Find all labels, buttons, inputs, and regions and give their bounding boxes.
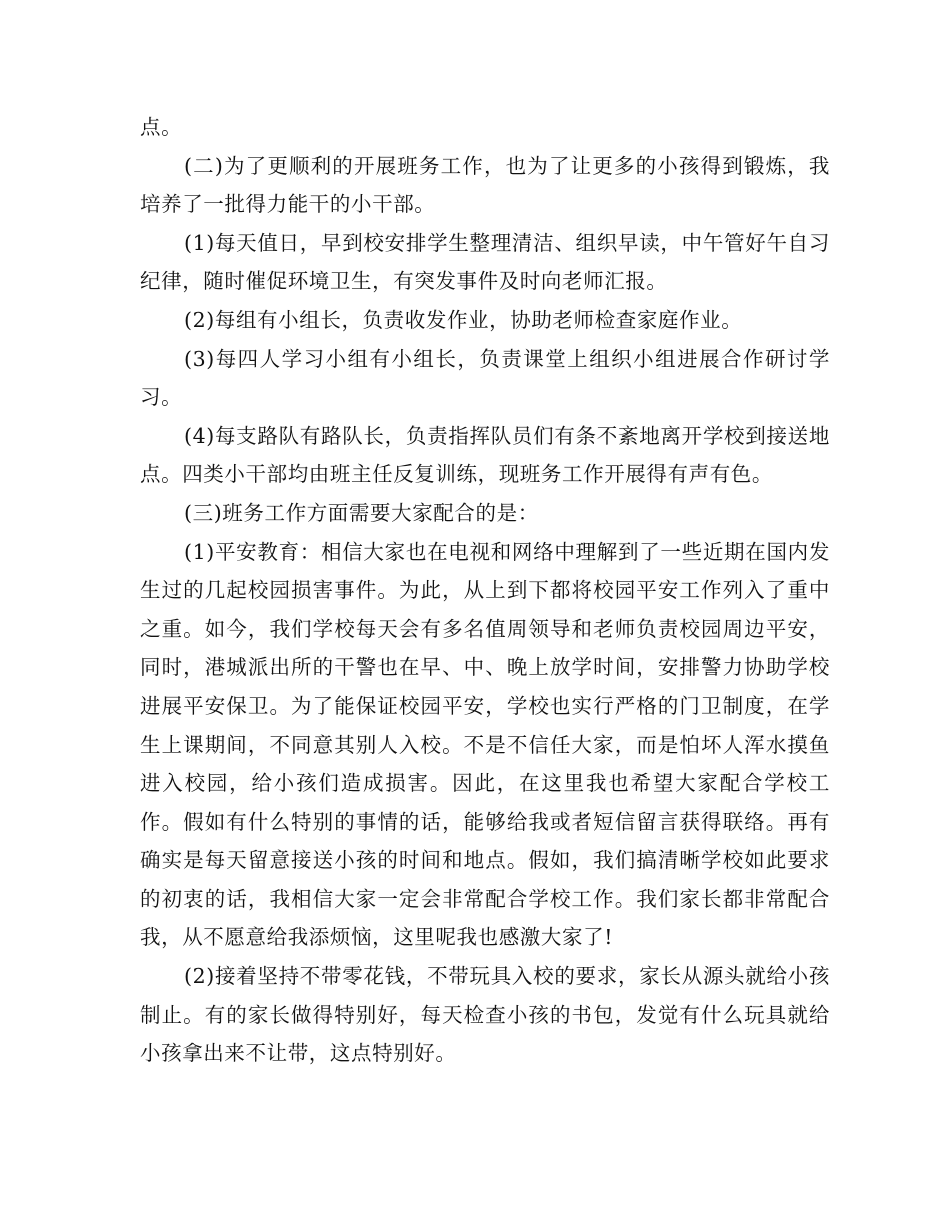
paragraph-continuation: 点。 (140, 115, 183, 139)
document-body (140, 108, 830, 1073)
paragraph-safety-education: (1)平安教育：相信大家也在电视和网络中理解到了一些近期在国内发生过的几起校园损害事件。为此，从上到下都将校园平安工作列入了重中之重。如今，我们学校每天会有多名值周领导和老师负责校园周边平安，同时，港城派出所的干警也在早、中、晚上放学时间，安排警力协助学校进展平安保卫。为了能保证校园平安，学校也实行严格的门卫制度，在学生上课期间，不同意其别人入校。不是不信任大家，而是怕坏人浑水摸鱼进入校园，给小孩们造成损害。因此，在这里我也希望大家配合学校工作。假如有什么特别的事情的话，能够给我或者短信留言获得联络。再有确实是每天留意接送小孩的时间和地点。假如，我们搞清晰学校如此要求的初衷的话，我相信大家一定会非常配合学校工作。我们家长都非常配合我，从不愿意给我添烦恼，这里呢我也感激大家了! (140, 539, 830, 950)
paragraph-item-1-duty: (1)每天值日，早到校安排学生整理清洁、组织早读，中午管好午自习纪律，随时催促环境卫生，有突发事件及时向老师汇报。 (140, 230, 830, 294)
paragraph-no-pocket-money: (2)接着坚持不带零花钱，不带玩具入校的要求，家长从源头就给小孩制止。有的家长做得特别好，每天检查小孩的书包，发觉有什么玩具就给小孩拿出来不让带，这点特别好。 (140, 964, 830, 1066)
paragraph-item-4-road-team: (4)每支路队有路队长，负责指挥队员们有条不紊地离开学校到接送地点。四类小干部均由班主任反复训练，现班务工作开展得有声有色。 (140, 423, 830, 487)
paragraph-item-3-study-group: (3)每四人学习小组有小组长，负责课堂上组织小组进展合作研讨学习。 (140, 346, 830, 410)
paragraph-item-2-group-leader: (2)每组有小组长，负责收发作业，协助老师检查家庭作业。 (184, 307, 743, 332)
paragraph-section-two: (二)为了更顺利的开展班务工作，也为了让更多的小孩得到锻炼，我培养了一批得力能干的小干部。 (140, 153, 830, 217)
paragraph-section-three: (三)班务工作方面需要大家配合的是： (184, 500, 539, 525)
